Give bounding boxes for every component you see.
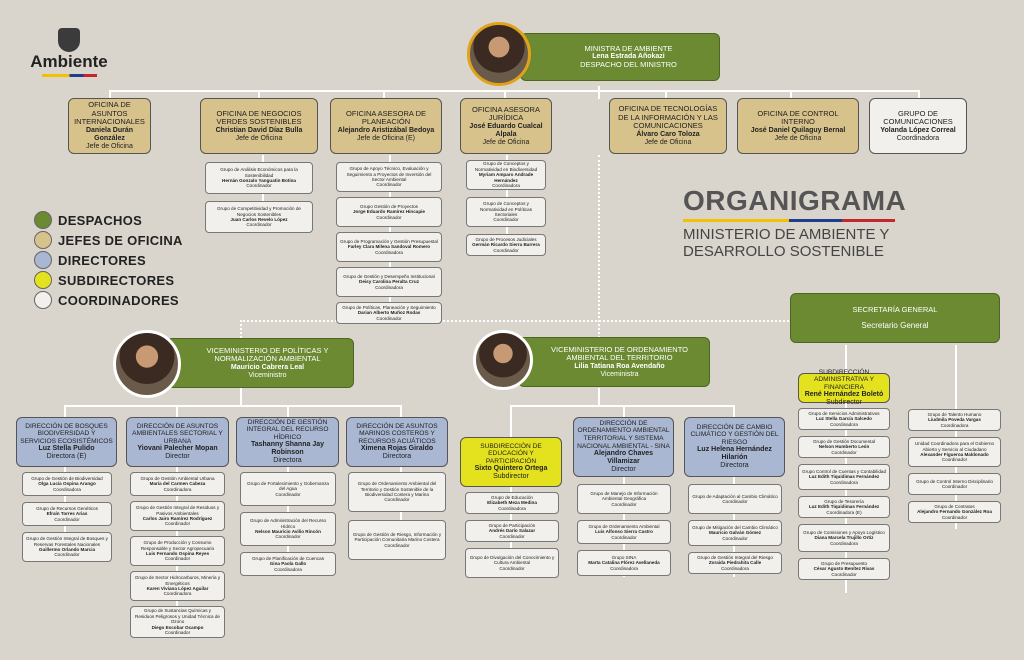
office-head-name: Yolanda López Correal [880,126,956,134]
group-coordinator-name: Mauricio Galván Gómez [708,530,762,536]
legend-label: DESPACHOS [58,212,143,228]
dir_ordenamiento-head-name: Alejandro Chaves Villamizar [593,450,654,466]
group-box [798,436,890,458]
group-name: Grupo Gestión de Proyectos [360,203,418,209]
group-coordinator-role: Coordinadora [830,479,858,485]
group-box [798,408,890,430]
group-coordinator-name: María del Carmen Cabeza [149,481,206,487]
group-coordinator-role: Coordinador [54,516,80,522]
office-box [330,98,442,154]
office-head-role: Jefe de Oficina [482,138,530,146]
dir_ordenamiento-title: DIRECCIÓN DE ORDENAMIENTO AMBIENTAL TERRITORIAL Y SISTEMA NACIONAL AMBIENTAL - SINA [577,419,670,450]
dir_marinos-box [346,417,448,467]
group-coordinator-role: Coordinador [722,535,748,541]
legend-label: COORDINADORES [58,292,179,308]
group-name: Grupo de Gestión Documental [812,438,876,444]
group-coordinator-role: Coordinadora [375,249,403,255]
group-name: Grupo de Competitividad y Promoción de Negocios Sostenibles [216,206,301,217]
group-box [465,492,559,514]
group-name: Grupo de Producción y Consumo Responsable y Sector Agropecuario [140,540,215,551]
dir_marinos-head-name: Ximena Rojas Giraldo [360,445,434,453]
group-name: Grupo de Administración del Recurso Hídrico [249,518,327,529]
dir_cambio-head-name: Luz Helena Hernández Hilarión [697,446,772,462]
legend-item [34,271,214,289]
group-coordinator-role: Coordinador [275,491,301,497]
group-box [130,536,225,566]
group-name: Grupo de Gestión Ambiental Urbana [140,475,215,481]
office-head-name: Daniela Durán González [85,126,134,142]
group-coordinator-name: Liudmila Poveda Vargas [928,417,981,423]
group-name: Grupo de Conceptos y Normatividad en Políticas Sectoriales [479,201,533,217]
office-box [609,98,727,154]
group-coordinator-name: Deisy Carolina Peralta Cruz [359,279,419,285]
group-box [22,532,112,562]
group-coordinator-name: Luz Edith Tiquidimas Fernández [808,504,880,510]
group-coordinator-role: Coordinador [376,182,402,188]
legend [34,211,214,311]
group-coordinator-name: Hernán Gonzalo Yanguatin Botina [222,178,296,183]
office-title: OFICINA ASESORA JURÍDICA [472,104,540,122]
group-name: Grupo de Conceptos y Normatividad en Biodiversidad [474,161,538,172]
group-box [688,484,782,514]
group-coordinator-role: Coordinador [611,501,637,507]
group-coordinator-role: Coordinadora [375,284,403,290]
title-sub-1: MINISTERIO DE AMBIENTE Y [683,226,890,243]
group-coordinator-name: Elizabeth Meza Medina [487,500,537,506]
group-name: Grupo de Tesorería [824,498,864,504]
group-coordinator-role: Coordinador [384,542,410,548]
dir_hidrico-box [236,417,339,467]
office-head-name: José Eduardo Cualcal Alpala [469,122,543,138]
group-box [577,484,671,514]
group-name: Grupo de Servicios Administrativos [808,410,880,416]
group-box [577,550,671,576]
group-box [240,512,336,546]
group-box [798,524,890,552]
group-box [466,160,546,190]
title-sub-2: DESARROLLO SOSTENIBLE [683,243,884,260]
group-box [688,552,782,574]
office-head-role: Jefe de Oficina [644,138,692,146]
group-name: Grupo de Sector Hidrocarburos, Minería y Energéticos [134,575,221,586]
office-head-role: Coordinadora [896,134,940,142]
group-box [466,197,546,227]
group-coordinator-role: Coordinador [499,565,525,571]
group-name: Grupo de Educación [491,494,533,500]
group-box [348,472,446,512]
group-coordinator-name: Olga Lucía Ospina Arango [38,481,96,487]
viceministro1-box: VICEMINISTERIO DE POLÍTICAS Y NORMALIZACIÓN AMBIENTAL Mauricio Cabrera Leal Viceministro [166,338,354,388]
group-name: Grupo de Presupuesto [820,560,868,566]
dir_hidrico-head-role: Directora [273,457,302,465]
group-box [688,520,782,546]
dir_asuntos-head-role: Director [165,453,190,461]
group-coordinator-role: Coordinador [376,315,402,321]
group-box [336,267,442,297]
group-box [908,409,1001,431]
dir_hidrico-head-name: Tashanny Shanna Jay Robinson [250,441,324,457]
group-coordinator-role: Coordinadora [721,565,749,571]
group-name: Grupo de Divulgación del Conocimiento y Cultura Ambiental [469,554,555,566]
group-box [130,606,225,638]
group-coordinator-name: Guillermo Orlando Marcia [38,547,96,552]
group-coordinator-name: Luis Fernando Ospina Reyes [145,551,210,556]
dir_ordenamiento-head-role: Director [611,466,636,474]
subdir_edu-box [460,437,562,487]
title-main: ORGANIGRAMA [683,185,907,216]
group-box [130,571,225,601]
group-name: Grupo de Participación [488,522,536,528]
group-coordinator-role: Coordinador [493,247,519,253]
group-coordinator-name: Alejandro Fernando González Roa [917,509,992,515]
group-name: Grupo de Gestión Integral de Bosques y Reservas Forestales Nacionales [26,536,108,547]
group-name: Grupo de Sustancias Químicas y Residuos Peligrosos y Unidad Técnica de Ozono [135,608,220,625]
group-name: Grupo Control de Cuentas y Contabilidad [802,468,887,474]
group-box [798,464,890,490]
group-box [205,162,313,194]
group-box [240,552,336,576]
legend-item [34,251,214,269]
office-box [460,98,552,154]
group-name: Grupo de Adaptación al Cambio Climático [692,493,778,499]
group-coordinator-role: Coordinadora [610,565,638,571]
viceministro2-photo [473,330,533,390]
group-coordinator-role: Coordinadora [163,591,192,597]
org-title [683,185,913,260]
group-box [465,520,559,542]
office-title: OFICINA DE TECNOLOGÍAS DE LA INFORMACIÓN Y LAS COMUNICACIONES [618,104,718,131]
legend-item [34,291,214,309]
group-coordinator-name: Germán Ricardo Sierra Barrera [472,242,540,248]
group-box [336,232,442,262]
group-coordinator-role: Coordinador [164,521,191,527]
group-box [22,472,112,496]
office-head-name: Christian David Díaz Bulla [215,126,303,134]
group-name: Grupo de Talento Humano [927,411,982,417]
dir_marinos-head-role: Directora [382,453,412,461]
office-title: OFICINA ASESORA DE PLANEACIÓN [345,108,427,126]
subdir_edu-head-name: Sixto Quintero Ortega [474,465,548,473]
group-name: Unidad Coordinadora para el Gobierno Abierto y Servicio al Ciudadano [914,441,995,452]
group-name: Grupo de Recursos Genéticos [36,505,98,511]
office-head-name: Alejandro Aristizábal Bedoya [337,126,435,134]
group-name: Grupo de Manejo de Información Ambiental Geográfica [590,490,658,502]
office-title: OFICINA DE ASUNTOS INTERNACIONALES [74,100,145,127]
group-box [130,472,225,496]
group-name: Grupo de Control Interno Disciplinario [916,478,993,484]
coat-of-arms-icon [58,28,80,52]
office-title: OFICINA DE NEGOCIOS VERDES SOSTENIBLES [216,108,302,126]
group-coordinator-name: Luz Edith Tiquidimas Fernández [808,474,880,480]
group-coordinator-role: Coordinadora [163,486,192,492]
dir_asuntos-title: DIRECCIÓN DE ASUNTOS AMBIENTALES SECTORIAL Y URBANA [132,422,223,445]
subdir_admin-head-name: René Hernández Boletó [804,391,884,399]
minister-photo [467,22,531,86]
legend-item [34,211,214,229]
group-coordinator-role: Coordinador [831,449,857,455]
office-head-role: Jefe de Oficina [235,134,283,142]
group-coordinator-role: Coordinador [275,534,301,540]
group-coordinator-role: Coordinador [164,556,191,562]
group-box [240,472,336,506]
group-box [22,502,112,526]
group-name: Grupo de Fortalecimiento y Gobernanza del Agua [247,480,329,492]
viceministro1-photo [113,330,181,398]
group-coordinator-role: Coordinador [611,534,637,540]
office-head-name: José Daniel Quilaguy Bernal [750,126,846,134]
group-name: Grupo de Gestión Integral del Riesgo [697,554,773,560]
group-coordinator-name: Gina Paola Gallo [269,561,307,567]
viceministro2-box: VICEMINISTERIO DE ORDENAMIENTO AMBIENTAL DEL TERRITORIO Lilia Tatiana Roa Avendaño Viceministra [518,337,710,387]
group-box [130,501,225,531]
group-coordinator-name: Karen Viviana López Aguilar [146,586,209,591]
group-coordinator-role: Coordinador [376,214,402,220]
group-coordinator-name: Nelson Humberto León [818,444,870,450]
group-name: Grupo de Políticas, Planeación y Seguimiento [342,304,436,310]
dir_bosques-title: DIRECCIÓN DE BOSQUES BIODIVERSIDAD Y SERVICIOS ECOSISTÉMICOS [20,422,113,445]
office-head-role: Jefe de Oficina [86,142,133,150]
group-coordinator-name: Andrés Darío Salazar [488,528,536,534]
group-coordinator-role: Coordinador [941,457,968,463]
group-coordinator-role: Coordinadora [492,183,520,189]
office-title: OFICINA DE CONTROL INTERNO [757,108,839,126]
group-name: Grupo de Gestión de Biodiversidad [31,475,103,481]
legend-swatch [34,231,52,249]
group-coordinator-role: Coordinador [941,514,968,520]
group-coordinator-name: Carlos Jairo Ramírez Rodríguez [142,516,213,521]
group-box [336,197,442,227]
group-name: Grupo de Mitigación del Cambio Climático [692,524,778,530]
group-coordinator-role: Coordinador [941,484,968,489]
group-name: Grupo de Ordenamiento Ambiental del Territorio y Gestión Sostenible de la Biodiversidad Costera y Marina [357,481,437,497]
group-name: Grupo de Análisis Económicos para la Sostenibilidad [220,167,298,178]
dir_asuntos-head-name: Yiovani Palecher Mopan [137,445,218,453]
group-box [336,302,442,324]
legend-label: SUBDIRECTORES [58,272,175,288]
group-coordinator-role: Coordinador [164,630,191,636]
group-box [348,520,446,560]
group-name: Grupo de Programación y Gestión Presupuestal [340,238,438,244]
group-coordinator-role: Coordinador [831,571,857,577]
group-coordinator-role: Coordinador [246,183,272,189]
logo [24,28,114,78]
office-head-name: Álvaro Caro Toloza [636,130,700,138]
subdir_edu-title: SUBDIRECCIÓN DE EDUCACIÓN Y PARTICIPACIÓN [480,442,542,465]
group-name: Grupo de Ordenamiento Ambiental [588,523,660,529]
group-coordinator-name: Darian Alberto Muñoz Rodas [357,310,421,316]
dir_hidrico-title: DIRECCIÓN DE GESTIÓN INTEGRAL DEL RECURSO HÍDRICO [246,418,329,441]
group-coordinator-name: Marta Catalina Flórez Avellaneda [588,560,660,566]
office-box [869,98,967,154]
dir_bosques-head-name: Luz Stella Pulido [38,445,95,453]
legend-swatch [34,291,52,309]
group-box [908,473,1001,495]
group-coordinator-name: Luz Stella García Salcedo [816,416,872,422]
legend-swatch [34,211,52,229]
office-box [737,98,859,154]
group-box [798,558,890,580]
minister-box: MINISTRA DE AMBIENTE Lena Estrada Añokazi DESPACHO DEL MINISTRO [520,33,720,81]
group-name: Grupo SINA [611,554,637,560]
group-box [336,162,442,192]
legend-swatch [34,251,52,269]
group-coordinator-name: Juan Carlos Revelo López [230,217,288,222]
group-name: Grupo de Comisiones y Apoyo Logístico [803,529,885,535]
group-box [908,501,1001,523]
group-box [465,548,559,578]
group-coordinator-name: Diego Escobar Ocampo [151,624,204,630]
group-box [908,437,1001,467]
group-coordinator-role: Coordinadora [830,421,858,427]
dir_marinos-title: DIRECCIÓN DE ASUNTOS MARINOS COSTEROS Y RECURSOS ACUÁTICOS [356,422,438,445]
legend-swatch [34,271,52,289]
secretaria-general-box: SECRETARÍA GENERAL Secretario General [790,293,1000,343]
group-coordinator-name: Farley Clara Milena Sandoval Romero [347,244,431,250]
group-coordinator-name: Jorge Eduardo Ramírez Hincapie [353,209,425,215]
group-name: Grupo de Procesos Judiciales [475,236,537,242]
group-box [466,234,546,256]
group-name: Grupo de Planificación de Cuencas [251,555,324,561]
office-head-role: Jefe de Oficina [774,134,822,142]
dir_cambio-head-role: Directora [720,462,749,470]
group-coordinator-role: Coordinadora (E) [826,509,862,515]
group-coordinator-role: Coordinador [54,552,80,558]
group-coordinator-role: Coordinador [246,222,272,228]
dir_cambio-box [684,417,785,477]
group-coordinator-name: Luis Alfonso Sierra Castro [595,529,653,535]
subdir_admin-head-role: Subdirector [826,399,862,407]
group-coordinator-role: Coordinadora [940,422,969,428]
group-coordinator-role: Coordinador [493,217,519,223]
dir_cambio-title: DIRECCIÓN DE CAMBIO CLIMÁTICO Y GESTIÓN DEL RIESGO [690,423,779,446]
group-name: Grupo de Gestión Integral de Residuos y Pasivos Ambientales [135,505,220,516]
dir_asuntos-box [126,417,229,467]
group-name: Grupo de Gestión de Riesgo, Información y Participación Comunitaria Marino Costera [352,531,442,543]
subdir_edu-head-role: Subdirector [493,473,529,481]
group-coordinator-name: Zoraida Piedrahita Calle [708,560,762,566]
office-head-role: Jefe de Oficina (E) [357,134,415,142]
office-title: GRUPO DE COMUNICACIONES [883,108,953,126]
logo-text: Ambiente [30,52,108,71]
dir_bosques-head-role: Directora (E) [46,453,87,461]
office-box [68,98,151,154]
dir_ordenamiento-box [573,417,674,477]
group-coordinator-role: Coordinadora [498,505,526,511]
subdir_admin-box [798,368,890,407]
group-coordinator-name: César Agusto Benítez Rivas [813,566,875,572]
office-box [200,98,318,154]
group-coordinator-name: Efraín Torres Arias [46,511,88,517]
group-coordinator-role: Coordinadora [274,566,302,572]
group-coordinator-name: Nelson Mauricio Avilio Rincón [255,529,321,534]
group-box [798,496,890,518]
dir_bosques-box [16,417,117,467]
group-name: Grupo de Gestión y Desempeño Institucional [343,273,435,279]
subdir_admin-title: SUBDIRECCIÓN ADMINISTRATIVA Y FINANCIERA [813,368,875,391]
group-box [577,520,671,544]
legend-label: JEFES DE OFICINA [58,232,183,248]
legend-label: DIRECTORES [58,252,146,268]
group-coordinator-name: Myriam Amparo Andrade Hernández [478,172,534,183]
group-coordinator-role: Coordinador [499,533,525,539]
group-coordinator-name: Diana Marcela Trujillo Ortiz [814,535,874,541]
group-coordinator-name: Alexander Figueroa Maldonado [920,452,989,457]
group-coordinator-role: Coordinador [384,497,410,503]
group-name: Grupo de Apoyo Técnico, Evaluación y Seguimiento a Proyectos de Inversión del Sector Ambiental [346,166,432,182]
group-name: Grupo de Contratos [934,503,975,509]
group-coordinator-role: Coordinadora [53,486,81,492]
legend-item [34,231,214,249]
group-coordinator-role: Coordinador [722,499,748,504]
group-box [205,201,313,233]
group-coordinator-role: Coordinadora [830,540,858,546]
